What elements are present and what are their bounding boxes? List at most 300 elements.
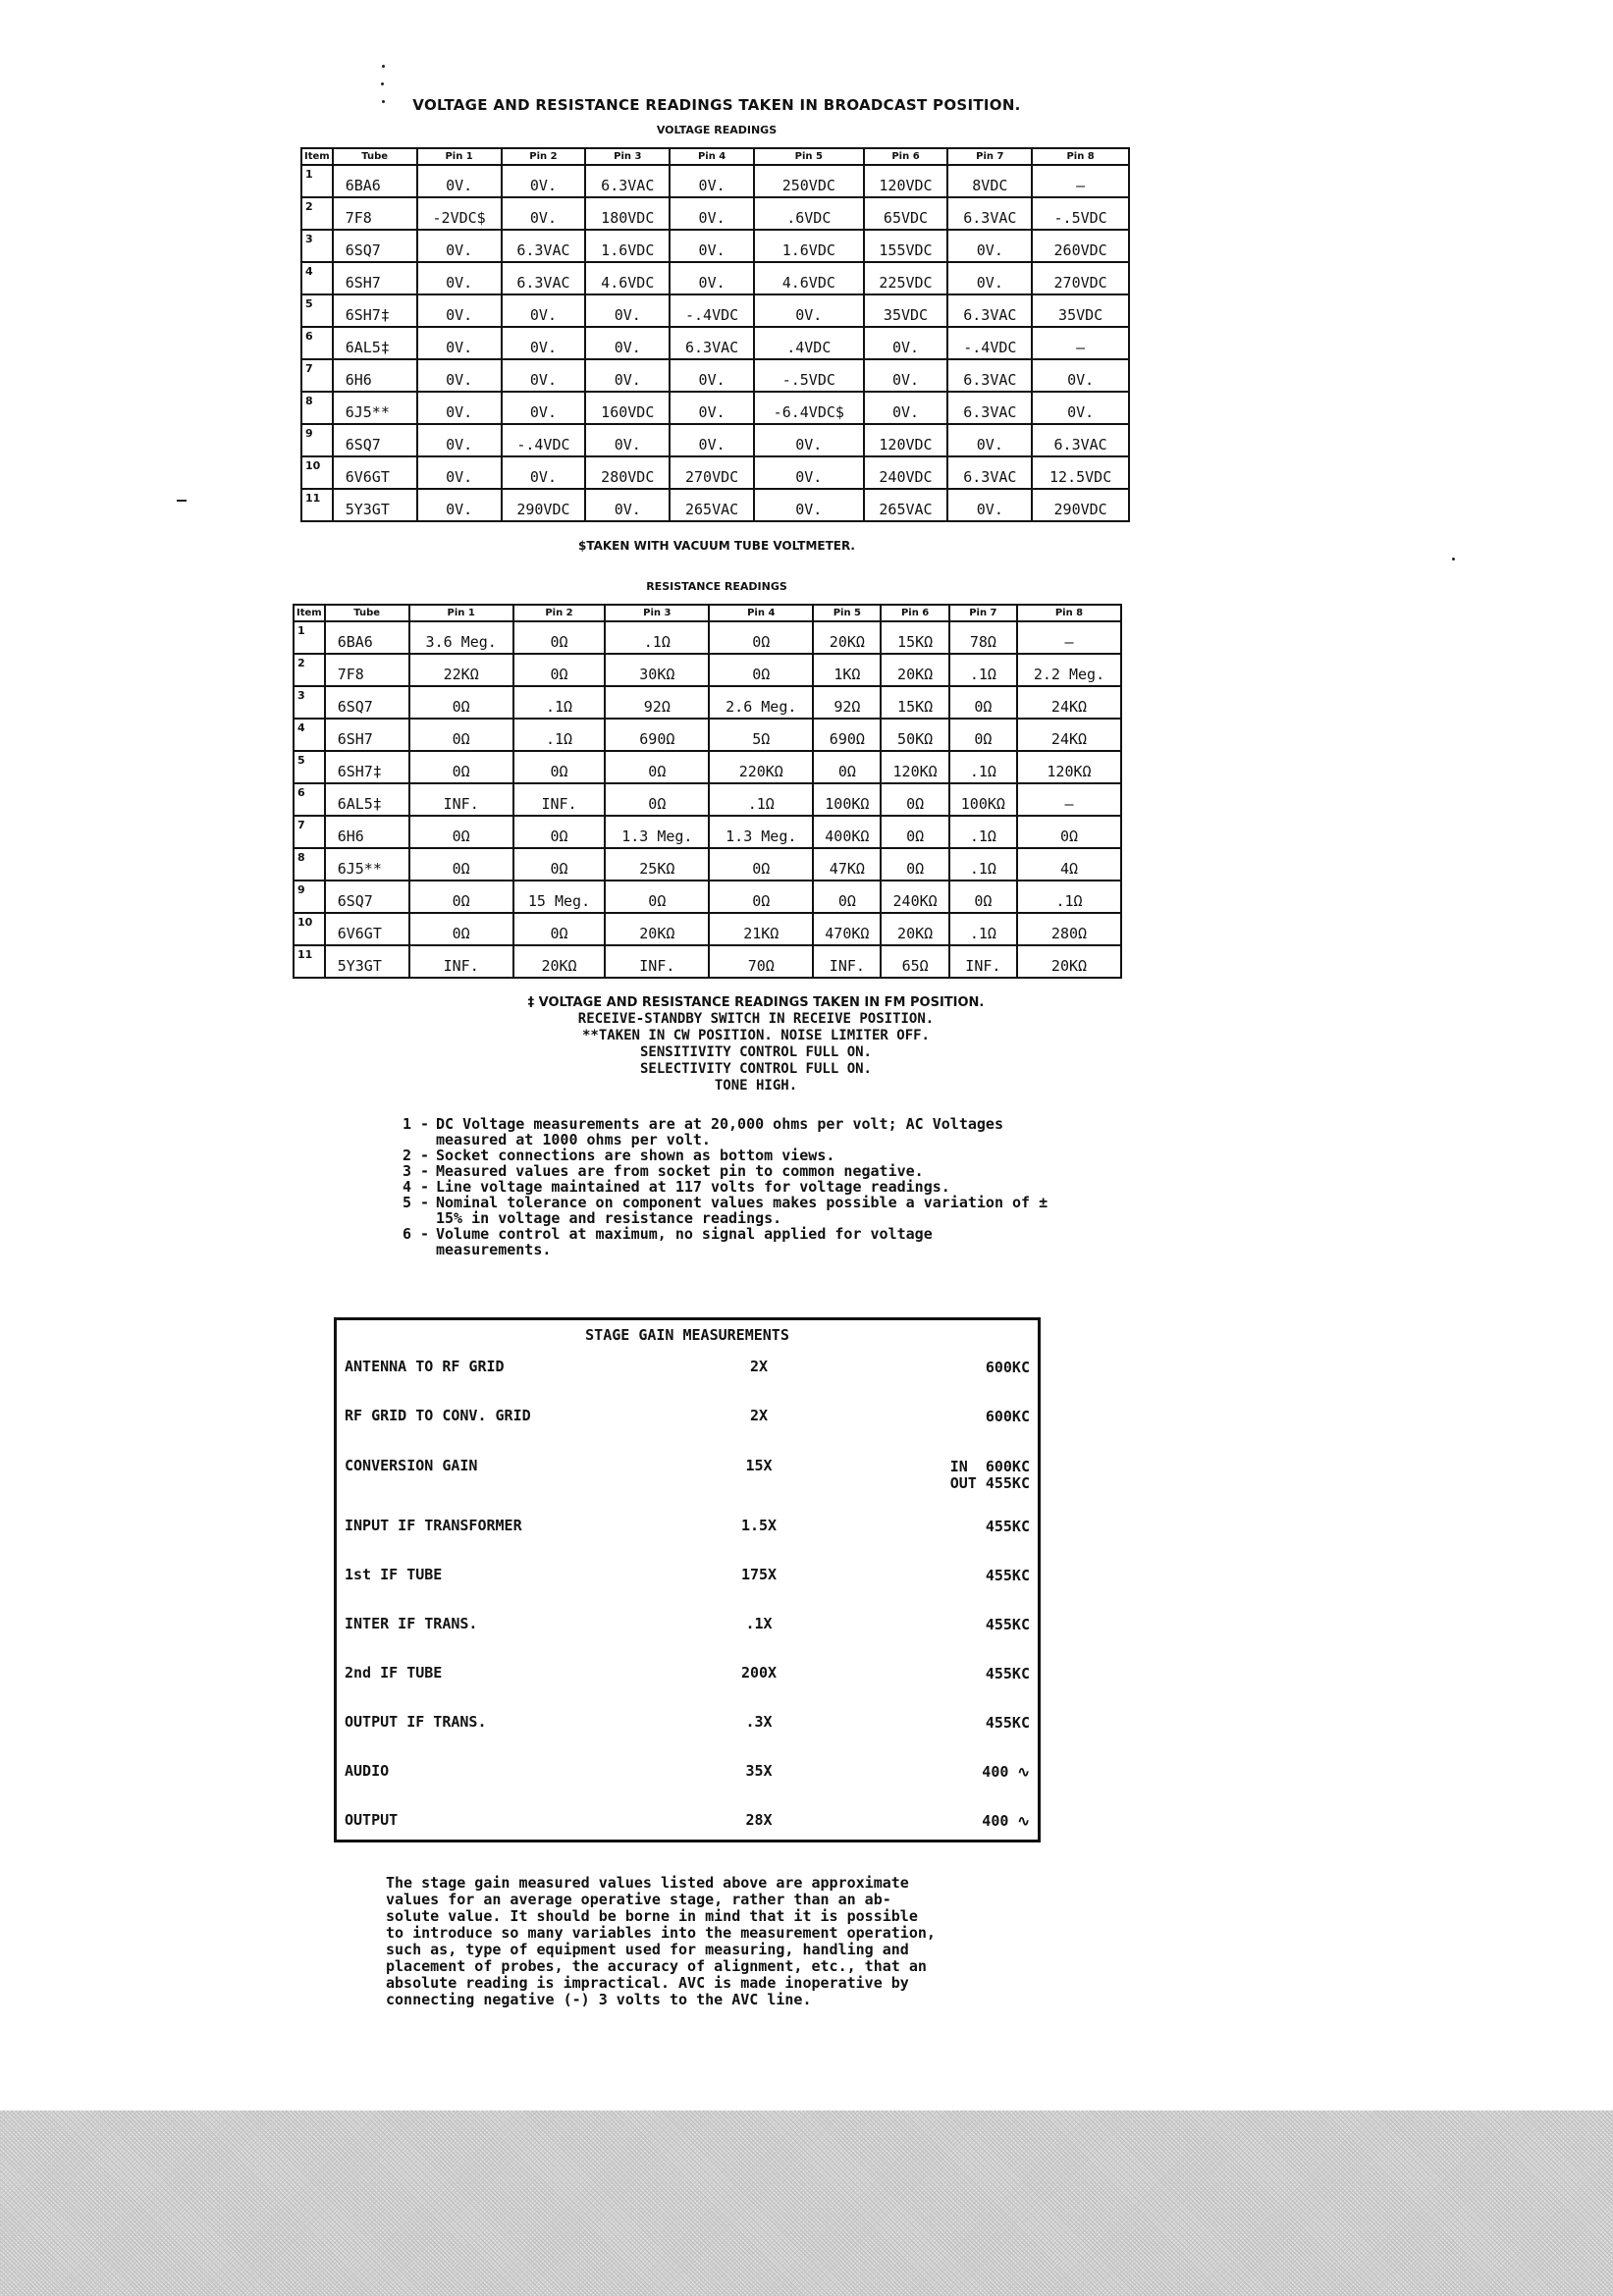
tube-cell: 7F8 (325, 654, 409, 686)
pin-2-cell: 0V. (502, 392, 586, 424)
stage-gain-row (337, 1517, 1038, 1556)
stage-frequency (986, 1715, 1030, 1732)
pin-7-cell: 78Ω (949, 621, 1017, 654)
pin-3-cell: 0Ω (605, 751, 709, 783)
stage-gain-row (337, 1457, 1038, 1496)
pin-5-cell: INF. (813, 945, 881, 978)
pin-3-cell: 30KΩ (605, 654, 709, 686)
pin-3-cell: 280VDC (585, 456, 670, 489)
table-row (301, 359, 1129, 392)
pin-2-cell: 290VDC (502, 489, 586, 521)
note-text: DC Voltage measurements are at 20,000 ohms per volt; AC Voltages measured at 1000 ohms per volt. (436, 1115, 1003, 1148)
pin-2-cell: .1Ω (513, 686, 606, 719)
col-pin6: Pin 6 (864, 148, 948, 165)
tube-cell: 6BA6 (333, 165, 417, 197)
pin-7-cell: 0Ω (949, 719, 1017, 751)
item-number-cell: 11 (294, 945, 325, 978)
voltage-table-header (301, 148, 1129, 165)
pin-2-cell: 0Ω (513, 913, 606, 945)
col-pin5: Pin 5 (754, 148, 864, 165)
pin-5-cell: -.5VDC (754, 359, 864, 392)
pin-8-cell: 4Ω (1017, 848, 1121, 881)
pin-3-cell: 4.6VDC (585, 262, 670, 294)
pin-3-cell: 0V. (585, 359, 670, 392)
resistance-readings-heading: RESISTANCE READINGS (646, 580, 787, 593)
pin-3-cell: 690Ω (605, 719, 709, 751)
pin-4-cell: 0V. (670, 359, 754, 392)
stage-gain-value: 15X (745, 1457, 773, 1474)
pin-4-cell: 0V. (670, 197, 754, 230)
col-pin8: Pin 8 (1017, 605, 1121, 621)
pin-7-cell: 0Ω (949, 881, 1017, 913)
pin-2-cell: 20KΩ (513, 945, 606, 978)
pin-5-cell: 0Ω (813, 881, 881, 913)
col-pin5: Pin 5 (813, 605, 881, 621)
pin-6-cell: 20KΩ (881, 913, 948, 945)
pin-7-cell: 0V. (947, 489, 1032, 521)
stage-label: 1st IF TUBE (345, 1566, 443, 1583)
pin-5-cell: 4.6VDC (754, 262, 864, 294)
stage-frequency (950, 1459, 1030, 1492)
resistance-table-header (294, 605, 1121, 621)
pin-8-cell: -.5VDC (1032, 197, 1129, 230)
pin-2-cell: 0V. (502, 294, 586, 327)
pin-5-cell: 1.6VDC (754, 230, 864, 262)
pin-7-cell: .1Ω (949, 816, 1017, 848)
item-number-cell: 1 (294, 621, 325, 654)
pin-5-cell: 250VDC (754, 165, 864, 197)
pin-8-cell: – (1017, 783, 1121, 816)
pin-8-cell: 0V. (1032, 392, 1129, 424)
stage-label: OUTPUT IF TRANS. (345, 1713, 487, 1731)
pin-2-cell: 15 Meg. (513, 881, 606, 913)
stage-gain-value: 200X (740, 1664, 778, 1682)
stage-gain-value: .3X (745, 1713, 773, 1731)
pin-2-cell: 0Ω (513, 654, 606, 686)
pin-5-cell: 100KΩ (813, 783, 881, 816)
pin-1-cell: 0Ω (409, 881, 513, 913)
pin-6-cell: 35VDC (864, 294, 948, 327)
voltmeter-footnote: $TAKEN WITH VACUUM TUBE VOLTMETER. (577, 539, 855, 553)
tube-cell: 5Y3GT (333, 489, 417, 521)
stage-gain-box (334, 1317, 1041, 1842)
stage-gain-value: 35X (745, 1762, 773, 1780)
table-row (294, 848, 1121, 881)
pin-2-cell: .1Ω (513, 719, 606, 751)
pin-3-cell: 0Ω (605, 783, 709, 816)
pin-5-cell: 47KΩ (813, 848, 881, 881)
pin-2-cell: 0V. (502, 165, 586, 197)
pin-4-cell: 0Ω (709, 848, 813, 881)
stage-gain-value: 28X (745, 1811, 773, 1829)
table-row (294, 783, 1121, 816)
tube-cell: 6SH7‡ (333, 294, 417, 327)
position-note: SENSITIVITY CONTROL FULL ON. (639, 1044, 872, 1060)
table-row (294, 751, 1121, 783)
paragraph-line: placement of probes, the accuracy of alignment, etc., that an (386, 1957, 927, 1975)
pin-1-cell: 0V. (417, 327, 502, 359)
scan-speck (177, 500, 187, 502)
table-row (294, 654, 1121, 686)
frequency-line: IN 600KC (949, 1458, 1030, 1475)
pin-5-cell: .6VDC (754, 197, 864, 230)
pin-4-cell: 5Ω (709, 719, 813, 751)
pin-8-cell: 0V. (1032, 359, 1129, 392)
pin-4-cell: 0V. (670, 262, 754, 294)
pin-5-cell: 0Ω (813, 751, 881, 783)
pin-1-cell: 0Ω (409, 848, 513, 881)
pin-6-cell: 0V. (864, 359, 948, 392)
pin-4-cell: -.4VDC (670, 294, 754, 327)
col-pin4: Pin 4 (709, 605, 813, 621)
stage-frequency (986, 1519, 1030, 1535)
pin-7-cell: 0V. (947, 262, 1032, 294)
col-tube: Tube (333, 148, 417, 165)
paragraph-line: absolute reading is impractical. AVC is made inoperative by (386, 1974, 909, 1992)
stage-frequency (986, 1409, 1030, 1425)
pin-3-cell: 0V. (585, 489, 670, 521)
pin-7-cell: .1Ω (949, 848, 1017, 881)
pin-5-cell: 690Ω (813, 719, 881, 751)
col-item: Item (301, 148, 333, 165)
pin-3-cell: 0V. (585, 294, 670, 327)
stage-label: 2nd IF TUBE (345, 1664, 443, 1682)
pin-2-cell: 6.3VAC (502, 262, 586, 294)
pin-8-cell: 290VDC (1032, 489, 1129, 521)
table-row (301, 230, 1129, 262)
table-row (294, 719, 1121, 751)
pin-5-cell: 0V. (754, 294, 864, 327)
frequency-line: 455KC (985, 1518, 1030, 1535)
tube-cell: 6SQ7 (333, 424, 417, 456)
position-note: RECEIVE-STANDBY SWITCH IN RECEIVE POSITION. (577, 1011, 935, 1027)
scanner-background-band (0, 2110, 1613, 2296)
tube-cell: 6SH7 (325, 719, 409, 751)
pin-1-cell: 3.6 Meg. (409, 621, 513, 654)
stage-label: INPUT IF TRANSFORMER (345, 1517, 522, 1534)
table-row (294, 913, 1121, 945)
frequency-line: 600KC (985, 1408, 1030, 1425)
note-text: Line voltage maintained at 117 volts for voltage readings. (436, 1178, 950, 1196)
col-pin6: Pin 6 (881, 605, 948, 621)
pin-2-cell: 6.3VAC (502, 230, 586, 262)
col-pin8: Pin 8 (1032, 148, 1129, 165)
stage-label: CONVERSION GAIN (345, 1457, 478, 1474)
pin-1-cell: 0V. (417, 489, 502, 521)
pin-2-cell: 0V. (502, 359, 586, 392)
pin-5-cell: 470KΩ (813, 913, 881, 945)
pin-3-cell: 6.3VAC (585, 165, 670, 197)
pin-2-cell: 0V. (502, 197, 586, 230)
tube-cell: 6AL5‡ (325, 783, 409, 816)
stage-gain-row (337, 1615, 1038, 1654)
table-row (301, 294, 1129, 327)
pin-6-cell: 0Ω (881, 816, 948, 848)
pin-4-cell: 0V. (670, 392, 754, 424)
item-number-cell: 7 (294, 816, 325, 848)
note-number: 3 - (403, 1162, 430, 1180)
numbered-notes (403, 1116, 1050, 1257)
col-pin2: Pin 2 (502, 148, 586, 165)
item-number-cell: 8 (294, 848, 325, 881)
pin-4-cell: 270VDC (670, 456, 754, 489)
position-notes (373, 994, 1139, 1095)
col-pin2: Pin 2 (513, 605, 606, 621)
pin-3-cell: 160VDC (585, 392, 670, 424)
pin-7-cell: 6.3VAC (947, 456, 1032, 489)
pin-7-cell: 8VDC (947, 165, 1032, 197)
pin-7-cell: .1Ω (949, 751, 1017, 783)
frequency-line: 600KC (985, 1359, 1030, 1376)
pin-3-cell: 0Ω (605, 881, 709, 913)
pin-3-cell: 25KΩ (605, 848, 709, 881)
pin-8-cell: 2.2 Meg. (1017, 654, 1121, 686)
scan-speck (381, 82, 384, 85)
pin-1-cell: 0V. (417, 165, 502, 197)
item-number-cell: 4 (294, 719, 325, 751)
pin-5-cell: -6.4VDC$ (754, 392, 864, 424)
pin-3-cell: 20KΩ (605, 913, 709, 945)
pin-1-cell: INF. (409, 783, 513, 816)
item-number-cell: 2 (301, 197, 333, 230)
pin-5-cell: 0V. (754, 456, 864, 489)
pin-8-cell: 12.5VDC (1032, 456, 1129, 489)
stage-gain-row (337, 1762, 1038, 1801)
pin-5-cell: 20KΩ (813, 621, 881, 654)
pin-7-cell: .1Ω (949, 913, 1017, 945)
frequency-line: 455KC (985, 1714, 1030, 1732)
item-number-cell: 9 (301, 424, 333, 456)
pin-7-cell: 6.3VAC (947, 359, 1032, 392)
pin-6-cell: 240KΩ (881, 881, 948, 913)
item-number-cell: 2 (294, 654, 325, 686)
pin-8-cell: – (1032, 327, 1129, 359)
pin-3-cell: 0V. (585, 327, 670, 359)
paragraph-line: connecting negative (-) 3 volts to the AVC line. (386, 1991, 812, 2008)
pin-6-cell: 120KΩ (881, 751, 948, 783)
pin-7-cell: .1Ω (949, 654, 1017, 686)
tube-cell: 6BA6 (325, 621, 409, 654)
stage-frequency (986, 1568, 1030, 1584)
table-row (301, 392, 1129, 424)
stage-label: OUTPUT (345, 1811, 399, 1829)
note-item (403, 1148, 1050, 1163)
item-number-cell: 10 (294, 913, 325, 945)
scan-speck (382, 65, 385, 68)
tube-cell: 7F8 (333, 197, 417, 230)
pin-7-cell: 6.3VAC (947, 197, 1032, 230)
pin-2-cell: INF. (513, 783, 606, 816)
item-number-cell: 3 (294, 686, 325, 719)
col-pin7: Pin 7 (949, 605, 1017, 621)
pin-8-cell: 6.3VAC (1032, 424, 1129, 456)
pin-1-cell: -2VDC$ (417, 197, 502, 230)
item-number-cell: 8 (301, 392, 333, 424)
pin-2-cell: 0Ω (513, 751, 606, 783)
pin-4-cell: 21KΩ (709, 913, 813, 945)
tube-cell: 6V6GT (325, 913, 409, 945)
tube-cell: 6SQ7 (325, 686, 409, 719)
pin-7-cell: 6.3VAC (947, 294, 1032, 327)
note-text: Measured values are from socket pin to common negative. (436, 1162, 924, 1180)
tube-cell: 5Y3GT (325, 945, 409, 978)
tube-cell: 6SQ7 (325, 881, 409, 913)
page-title: VOLTAGE AND RESISTANCE READINGS TAKEN IN BROADCAST POSITION. (412, 96, 1021, 114)
item-number-cell: 9 (294, 881, 325, 913)
frequency-line: 400 ∿ (982, 1812, 1030, 1830)
stage-gain-value: 2X (749, 1407, 769, 1424)
pin-1-cell: INF. (409, 945, 513, 978)
pin-8-cell: 20KΩ (1017, 945, 1121, 978)
item-number-cell: 10 (301, 456, 333, 489)
item-number-cell: 1 (301, 165, 333, 197)
stage-gain-title: STAGE GAIN MEASUREMENTS (585, 1326, 789, 1344)
stage-gain-row (337, 1664, 1038, 1703)
stage-gain-row (337, 1811, 1038, 1850)
position-note: SELECTIVITY CONTROL FULL ON. (639, 1061, 872, 1077)
tube-cell: 6SQ7 (333, 230, 417, 262)
pin-5-cell: 400KΩ (813, 816, 881, 848)
col-pin4: Pin 4 (670, 148, 754, 165)
item-number-cell: 5 (294, 751, 325, 783)
pin-6-cell: 0Ω (881, 783, 948, 816)
note-item (403, 1163, 1050, 1179)
pin-4-cell: 0Ω (709, 654, 813, 686)
stage-frequency (986, 1666, 1030, 1682)
pin-1-cell: 0Ω (409, 913, 513, 945)
paragraph-line: values for an average operative stage, rather than an ab- (386, 1891, 891, 1908)
pin-5-cell: 92Ω (813, 686, 881, 719)
pin-4-cell: 0V. (670, 424, 754, 456)
tube-cell: 6J5** (325, 848, 409, 881)
pin-1-cell: 0V. (417, 230, 502, 262)
pin-6-cell: 65VDC (864, 197, 948, 230)
frequency-line: OUT 455KC (949, 1474, 1030, 1492)
pin-1-cell: 0V. (417, 424, 502, 456)
item-number-cell: 5 (301, 294, 333, 327)
position-note: ‡ VOLTAGE AND RESISTANCE READINGS TAKEN IN FM POSITION. (527, 995, 985, 1010)
pin-8-cell: 35VDC (1032, 294, 1129, 327)
pin-4-cell: 265VAC (670, 489, 754, 521)
stage-gain-value: .1X (745, 1615, 773, 1632)
tube-cell: 6V6GT (333, 456, 417, 489)
stage-gain-value: 1.5X (740, 1517, 778, 1534)
frequency-line: 455KC (985, 1665, 1030, 1682)
pin-4-cell: 2.6 Meg. (709, 686, 813, 719)
item-number-cell: 6 (294, 783, 325, 816)
item-number-cell: 6 (301, 327, 333, 359)
tube-cell: 6H6 (333, 359, 417, 392)
pin-6-cell: 240VDC (864, 456, 948, 489)
note-number: 2 - (403, 1147, 430, 1164)
tube-cell: 6J5** (333, 392, 417, 424)
tube-cell: 6SH7‡ (325, 751, 409, 783)
position-note: **TAKEN IN CW POSITION. NOISE LIMITER OFF. (581, 1028, 930, 1043)
pin-6-cell: 0V. (864, 327, 948, 359)
col-pin7: Pin 7 (947, 148, 1032, 165)
pin-4-cell: 0V. (670, 165, 754, 197)
stage-label: AUDIO (345, 1762, 390, 1780)
table-row (301, 327, 1129, 359)
voltage-readings-table (300, 147, 1130, 522)
item-number-cell: 3 (301, 230, 333, 262)
pin-3-cell: 0V. (585, 424, 670, 456)
pin-4-cell: 0V. (670, 230, 754, 262)
stage-frequency (982, 1764, 1030, 1781)
stage-label: INTER IF TRANS. (345, 1615, 478, 1632)
table-row (301, 197, 1129, 230)
voltage-readings-heading: VOLTAGE READINGS (656, 124, 778, 136)
table-row (301, 165, 1129, 197)
pin-8-cell: 24KΩ (1017, 719, 1121, 751)
table-row (301, 456, 1129, 489)
scan-speck (1452, 558, 1455, 561)
table-row (294, 621, 1121, 654)
pin-2-cell: 0Ω (513, 816, 606, 848)
pin-6-cell: 65Ω (881, 945, 948, 978)
col-pin3: Pin 3 (585, 148, 670, 165)
note-text: Nominal tolerance on component values makes possible a variation of ± 15% in voltage and resistance readings. (436, 1194, 1048, 1227)
tube-cell: 6SH7 (333, 262, 417, 294)
note-number: 6 - (403, 1225, 430, 1243)
table-row (294, 881, 1121, 913)
note-number: 1 - (403, 1115, 430, 1133)
pin-3-cell: 92Ω (605, 686, 709, 719)
pin-4-cell: 0Ω (709, 881, 813, 913)
stage-gain-value: 2X (749, 1358, 769, 1375)
pin-4-cell: 6.3VAC (670, 327, 754, 359)
stage-frequency (986, 1360, 1030, 1376)
pin-8-cell: – (1032, 165, 1129, 197)
paragraph-line: to introduce so many variables into the measurement operation, (386, 1924, 936, 1942)
pin-4-cell: .1Ω (709, 783, 813, 816)
pin-1-cell: 22KΩ (409, 654, 513, 686)
stage-gain-row (337, 1358, 1038, 1397)
note-item (403, 1226, 1050, 1257)
pin-6-cell: 0Ω (881, 848, 948, 881)
stage-frequency (982, 1813, 1030, 1830)
pin-7-cell: 6.3VAC (947, 392, 1032, 424)
pin-3-cell: .1Ω (605, 621, 709, 654)
pin-1-cell: 0V. (417, 392, 502, 424)
pin-8-cell: 280Ω (1017, 913, 1121, 945)
col-tube: Tube (325, 605, 409, 621)
pin-8-cell: 120KΩ (1017, 751, 1121, 783)
paragraph-line: solute value. It should be borne in mind that it is possible (386, 1907, 918, 1925)
col-pin1: Pin 1 (409, 605, 513, 621)
paragraph-line: The stage gain measured values listed above are approximate (386, 1874, 909, 1892)
pin-3-cell: 1.6VDC (585, 230, 670, 262)
tube-cell: 6H6 (325, 816, 409, 848)
table-row (294, 945, 1121, 978)
stage-gain-value: 175X (740, 1566, 778, 1583)
pin-6-cell: 120VDC (864, 424, 948, 456)
pin-8-cell: – (1017, 621, 1121, 654)
pin-6-cell: 20KΩ (881, 654, 948, 686)
pin-4-cell: 0Ω (709, 621, 813, 654)
col-pin3: Pin 3 (605, 605, 709, 621)
pin-6-cell: 15KΩ (881, 686, 948, 719)
pin-2-cell: -.4VDC (502, 424, 586, 456)
pin-7-cell: 0V. (947, 230, 1032, 262)
col-pin1: Pin 1 (417, 148, 502, 165)
pin-7-cell: -.4VDC (947, 327, 1032, 359)
pin-5-cell: .4VDC (754, 327, 864, 359)
note-item (403, 1195, 1050, 1226)
pin-7-cell: INF. (949, 945, 1017, 978)
note-item (403, 1179, 1050, 1195)
pin-6-cell: 15KΩ (881, 621, 948, 654)
